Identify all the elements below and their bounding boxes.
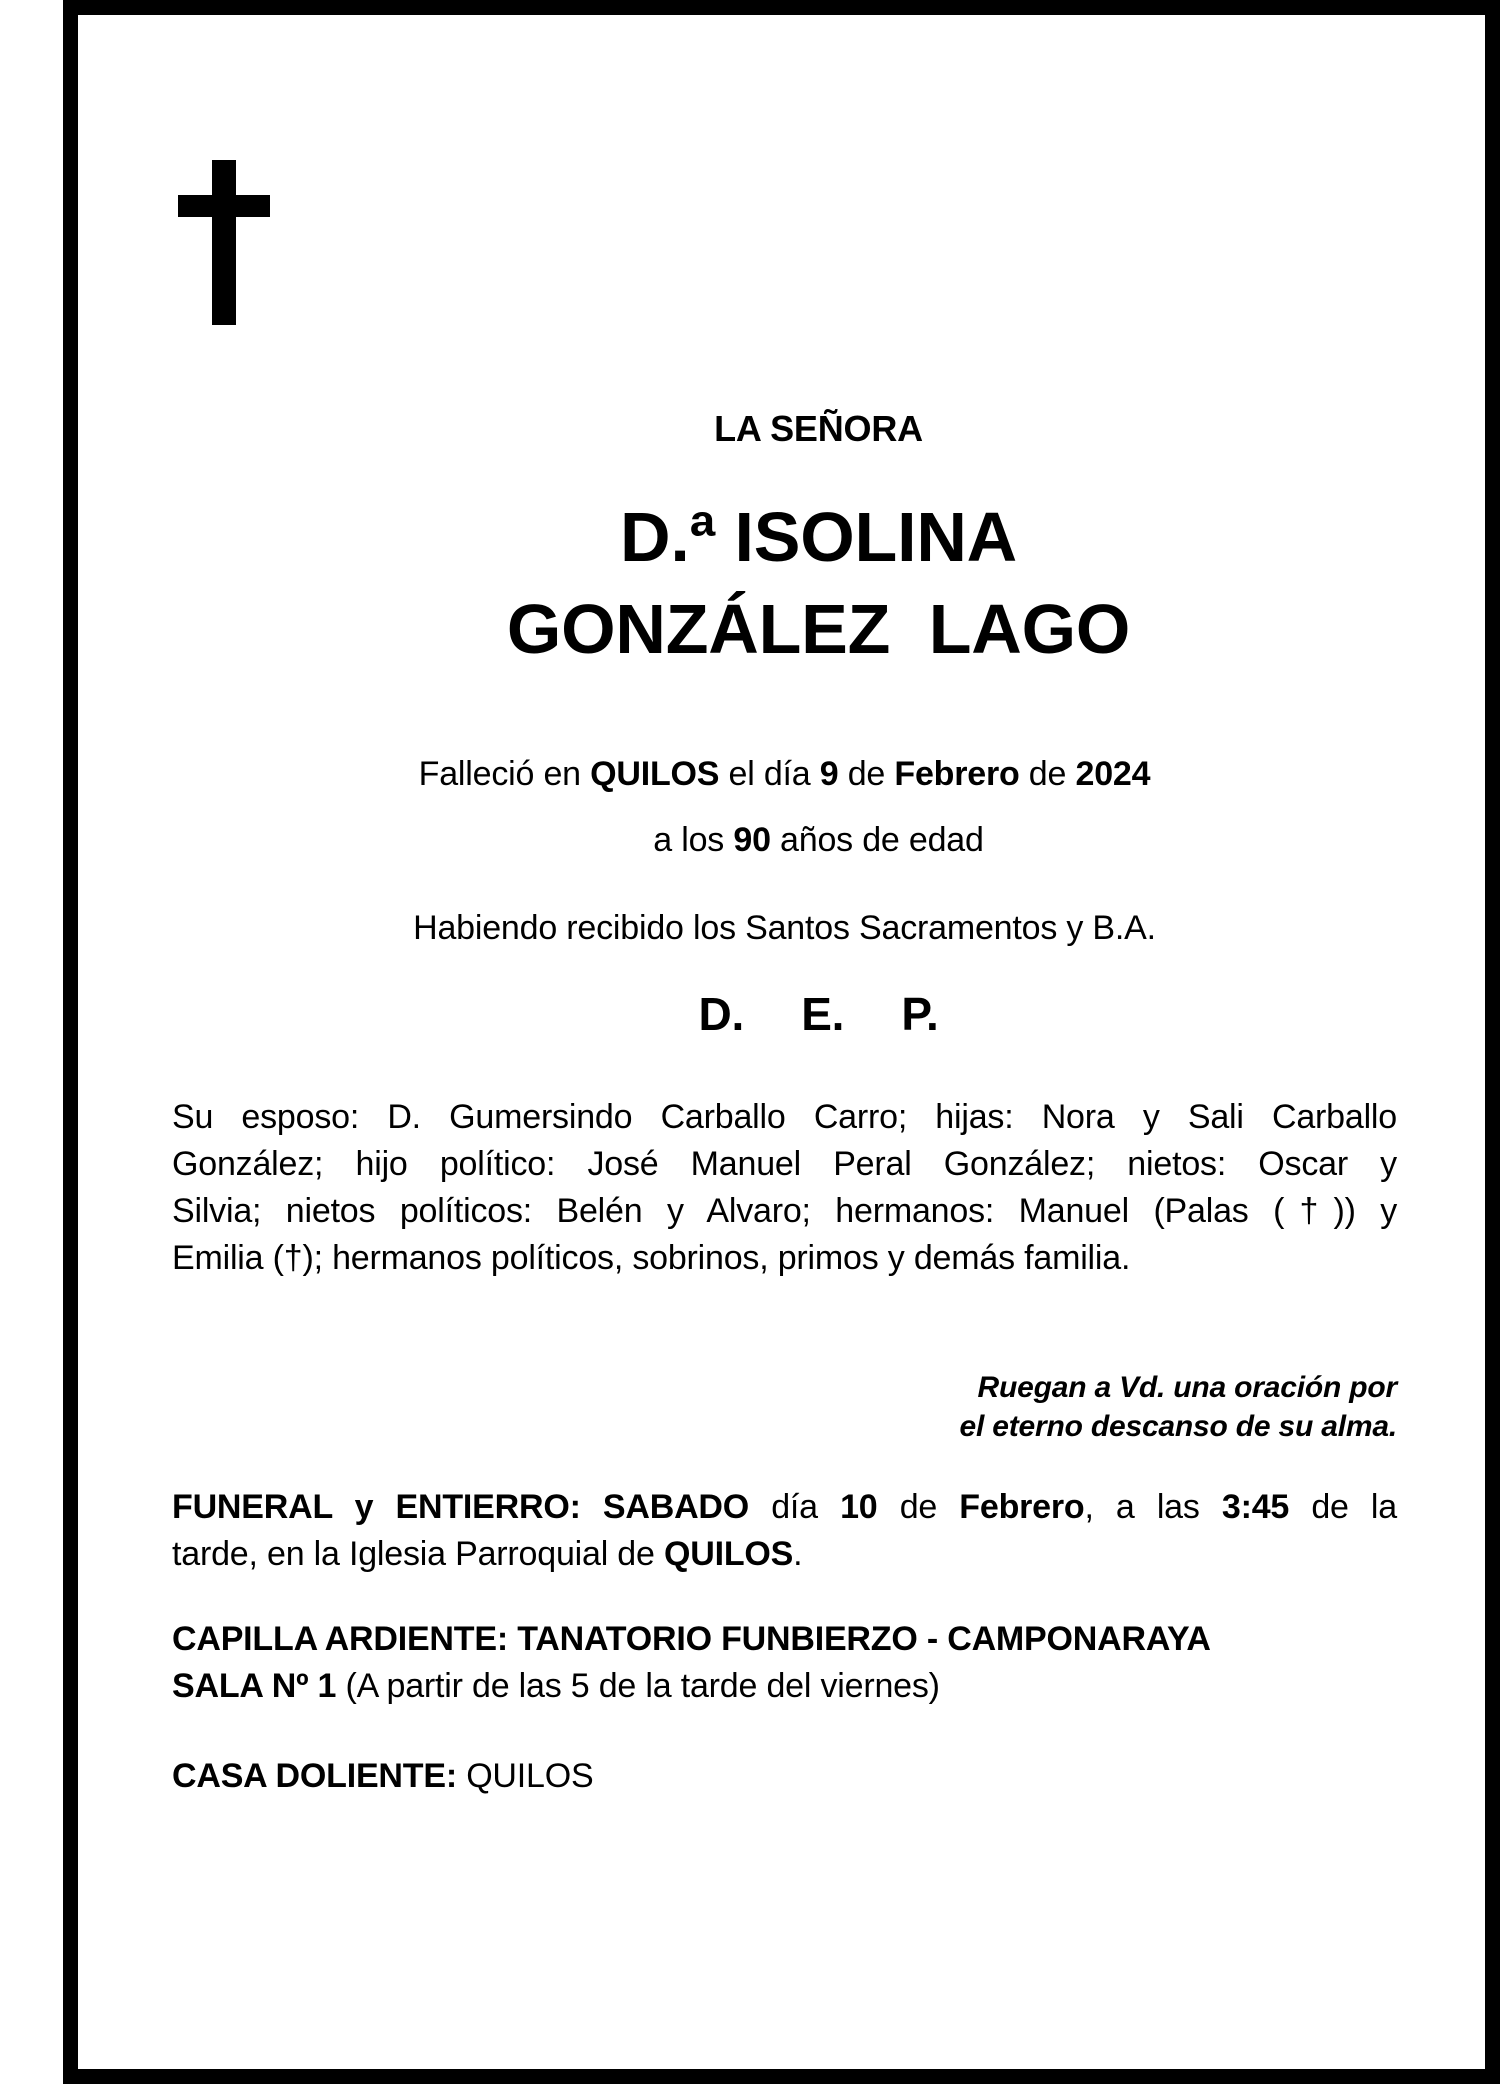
- age-line: [206, 816, 1431, 864]
- text-segment: FUNERAL y ENTIERRO: SABADO: [172, 1488, 750, 1526]
- dep-abbreviation: D. E. P.: [698, 988, 939, 1040]
- text-segment: 10: [840, 1488, 878, 1526]
- text-segment: 3:45: [1221, 1488, 1290, 1526]
- text-segment: Febrero: [959, 1488, 1085, 1526]
- text-segment: Febrero: [894, 755, 1020, 793]
- text-segment: QUILOS: [663, 1535, 794, 1573]
- funeral-info: [172, 1484, 1397, 1578]
- casa-doliente-line: [172, 1753, 1397, 1800]
- prayer-line2: el eterno descanso de su alma.: [959, 1410, 1397, 1443]
- text-segment: años de edad: [770, 821, 984, 859]
- text-segment: QUILOS: [466, 1757, 594, 1795]
- text-segment: .: [793, 1535, 803, 1573]
- text-segment: el día: [719, 755, 820, 793]
- sacraments-line: Habiendo recibido los Santos Sacramentos y B.A.: [413, 909, 1156, 947]
- text-line: [172, 1663, 1397, 1710]
- text-line: [172, 1484, 1397, 1531]
- text-segment: Silvia; nietos políticos: Belén y Alvaro; hermanos: Manuel (Palas (†)) y: [172, 1192, 1397, 1230]
- text-line: [172, 1531, 1397, 1578]
- text-segment: , a las: [1084, 1488, 1222, 1526]
- text-segment: González; hijo político: José Manuel Peral González; nietos: Oscar y: [172, 1145, 1397, 1183]
- text-segment: día: [749, 1488, 841, 1526]
- text-segment: de: [877, 1488, 960, 1526]
- text-segment: Falleció en: [418, 755, 591, 793]
- text-line: [172, 1141, 1397, 1188]
- text-line: [172, 1616, 1397, 1663]
- header-title: LA SEÑORA: [714, 408, 923, 449]
- capilla-ardiente-info: [172, 1616, 1397, 1710]
- text-segment: de: [1019, 755, 1076, 793]
- family-paragraph: [172, 1094, 1397, 1282]
- text-line: [172, 1235, 1397, 1282]
- deceased-name-line1: D.ª ISOLINA: [619, 498, 1018, 576]
- text-segment: de: [838, 755, 895, 793]
- text-segment: CASA DOLIENTE:: [172, 1757, 467, 1795]
- text-segment: 90: [733, 821, 771, 859]
- text-segment: QUILOS: [590, 755, 720, 793]
- text-segment: (A partir de las 5 de la tarde del viernes): [345, 1667, 940, 1705]
- text-segment: a los: [653, 821, 734, 859]
- prayer-line1: Ruegan a Vd. una oración por: [977, 1371, 1397, 1404]
- prayer-text: [172, 1368, 1397, 1446]
- text-segment: 2024: [1075, 755, 1151, 793]
- text-segment: tarde, en la Iglesia Parroquial de: [172, 1535, 664, 1573]
- text-segment: SALA Nº 1: [172, 1667, 346, 1705]
- esquela-content: [78, 15, 1485, 2069]
- text-segment: CAPILLA ARDIENTE: TANATORIO FUNBIERZO - CAMPONARAYA: [172, 1620, 1211, 1658]
- text-line: [172, 1094, 1397, 1141]
- latin-cross-icon: [178, 160, 270, 325]
- text-segment: de la: [1289, 1488, 1397, 1526]
- text-segment: Su esposo: D. Gumersindo Carballo Carro; hijas: Nora y Sali Carballo: [172, 1098, 1397, 1136]
- cross-horizontal-bar: [178, 195, 270, 217]
- death-date-line: [172, 750, 1397, 798]
- text-line: [172, 1188, 1397, 1235]
- cross-vertical-bar: [212, 160, 236, 325]
- deceased-name-line2: GONZÁLEZ LAGO: [506, 590, 1131, 668]
- text-segment: Emilia (†); hermanos políticos, sobrinos, primos y demás familia.: [172, 1239, 1131, 1277]
- text-segment: 9: [819, 755, 839, 793]
